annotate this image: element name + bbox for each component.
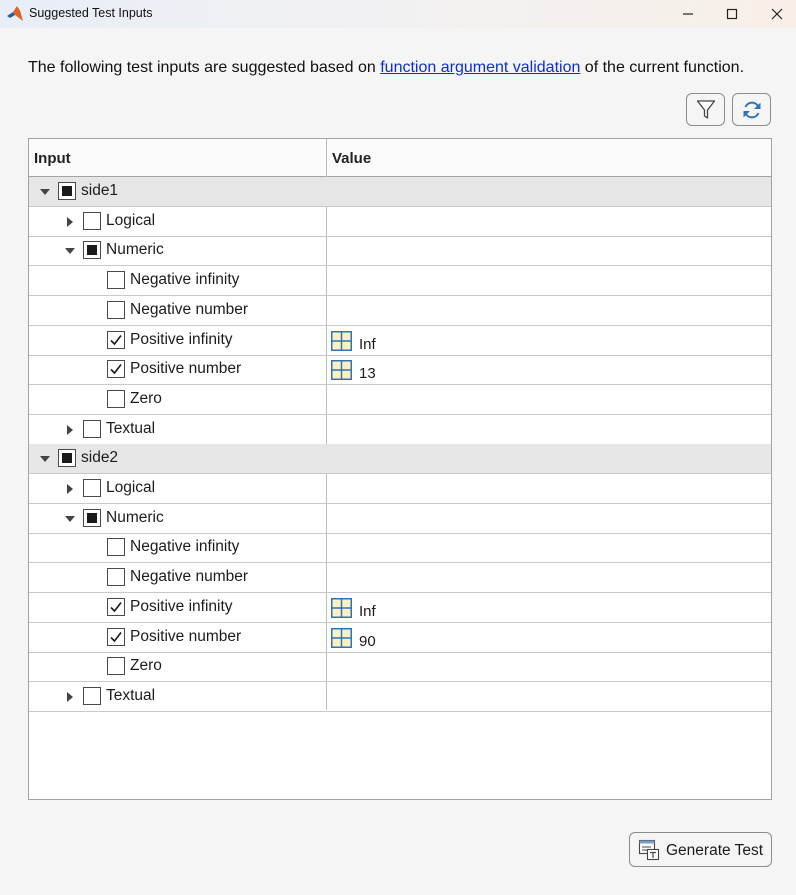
input-label: Positive infinity <box>130 330 233 348</box>
table-row[interactable] <box>29 385 771 415</box>
table-row[interactable] <box>29 504 771 534</box>
input-label: side1 <box>81 182 119 199</box>
table-row[interactable] <box>29 415 771 445</box>
value-cell <box>327 207 771 236</box>
table-row[interactable] <box>29 296 771 326</box>
table-row[interactable] <box>29 682 771 712</box>
value-cell <box>327 385 771 414</box>
table-row[interactable] <box>29 623 771 653</box>
input-label: Logical <box>106 479 156 496</box>
table-header <box>29 139 771 177</box>
column-header-value[interactable]: Value <box>332 150 372 167</box>
value-cell <box>327 533 771 562</box>
value-cell[interactable] <box>327 593 771 622</box>
input-cell <box>29 652 326 681</box>
table-row[interactable] <box>29 355 771 385</box>
chevron-down-icon[interactable] <box>64 245 76 257</box>
input-label: Zero <box>130 657 162 675</box>
value-cell <box>327 444 771 473</box>
input-label: Logical <box>106 211 156 229</box>
value-cell <box>327 236 771 265</box>
chevron-right-icon[interactable] <box>64 216 76 228</box>
table-row[interactable] <box>29 533 771 563</box>
checkbox[interactable] <box>83 509 101 527</box>
column-header-input[interactable]: Input <box>34 150 71 167</box>
input-label: Negative infinity <box>130 538 240 556</box>
chevron-down-icon[interactable] <box>39 186 51 198</box>
checkbox[interactable] <box>107 331 125 349</box>
generate-test-icon <box>638 839 660 861</box>
maximize-button[interactable] <box>709 0 755 28</box>
chevron-down-icon[interactable] <box>64 513 76 525</box>
value-cell <box>327 296 771 325</box>
value-cell <box>327 682 771 711</box>
checkbox[interactable] <box>107 271 125 289</box>
value-cell[interactable] <box>327 326 771 355</box>
checkbox[interactable] <box>83 241 101 259</box>
checkbox[interactable] <box>58 182 76 200</box>
input-label: Negative infinity <box>130 271 240 289</box>
input-cell <box>29 355 326 384</box>
input-label: side2 <box>81 449 119 467</box>
value-cell[interactable] <box>327 623 771 652</box>
variable-grid-icon <box>331 628 352 648</box>
intro-text <box>28 59 744 77</box>
minimize-button[interactable] <box>665 0 711 28</box>
input-label: Numeric <box>106 508 164 526</box>
input-label: Positive infinity <box>130 597 233 615</box>
filter-button[interactable] <box>686 93 725 126</box>
value-text: Inf <box>359 335 376 353</box>
input-cell <box>29 682 326 711</box>
value-cell <box>327 415 771 444</box>
value-cell <box>327 266 771 295</box>
checkbox[interactable] <box>107 628 125 646</box>
checkbox[interactable] <box>107 657 125 675</box>
checkmark-icon <box>109 630 123 644</box>
table-row[interactable] <box>29 563 771 593</box>
chevron-down-icon[interactable] <box>39 453 51 465</box>
table-row[interactable] <box>29 236 771 266</box>
generate-test-label: Generate Test <box>666 842 764 859</box>
checkmark-icon <box>109 600 123 614</box>
input-cell <box>29 533 326 562</box>
value-cell[interactable] <box>327 355 771 384</box>
close-icon <box>771 8 783 20</box>
input-cell <box>29 474 326 503</box>
checkmark-icon <box>109 333 123 347</box>
checkbox[interactable] <box>107 360 125 378</box>
chevron-right-icon[interactable] <box>64 691 76 703</box>
table-row[interactable] <box>29 326 771 356</box>
close-button[interactable] <box>754 0 796 28</box>
checkbox[interactable] <box>107 598 125 616</box>
chevron-right-icon[interactable] <box>64 483 76 495</box>
input-label: Positive number <box>130 627 242 645</box>
checkmark-icon <box>109 362 123 376</box>
value-cell <box>327 474 771 503</box>
table-group-row[interactable] <box>29 444 771 474</box>
maximize-icon <box>726 8 738 20</box>
value-cell <box>327 504 771 533</box>
checkbox[interactable] <box>83 420 101 438</box>
refresh-icon <box>741 99 763 121</box>
table-row[interactable] <box>29 652 771 682</box>
variable-grid-icon <box>331 331 352 351</box>
input-cell <box>29 385 326 414</box>
value-text: Inf <box>359 602 376 620</box>
input-cell <box>29 593 326 622</box>
generate-test-button[interactable] <box>629 832 772 867</box>
input-label: Textual <box>106 686 156 704</box>
input-cell <box>29 266 326 295</box>
table-row[interactable] <box>29 474 771 504</box>
value-cell <box>327 563 771 592</box>
window-title: Suggested Test Inputs <box>29 6 153 20</box>
input-cell <box>29 563 326 592</box>
input-cell <box>29 296 326 325</box>
variable-grid-icon <box>331 360 352 380</box>
filter-icon <box>696 99 716 121</box>
input-label: Textual <box>106 419 156 437</box>
input-cell <box>29 236 326 265</box>
input-cell <box>29 326 326 355</box>
checkbox[interactable] <box>107 568 125 586</box>
refresh-button[interactable] <box>732 93 771 126</box>
intro-after: of the current function. <box>580 59 745 76</box>
function-argument-validation-link[interactable]: function argument validation <box>380 59 581 76</box>
checkbox[interactable] <box>107 538 125 556</box>
title-bar <box>0 0 796 28</box>
table-row[interactable] <box>29 266 771 296</box>
input-cell <box>29 623 326 652</box>
checkbox[interactable] <box>107 390 125 408</box>
input-cell <box>29 444 326 473</box>
input-cell <box>29 177 326 206</box>
intro-before: The following test inputs are suggested based on <box>28 59 381 76</box>
checkbox[interactable] <box>107 301 125 319</box>
checkbox[interactable] <box>83 479 101 497</box>
input-label: Negative number <box>130 568 249 586</box>
value-cell <box>327 652 771 681</box>
input-label: Numeric <box>106 241 164 259</box>
input-cell <box>29 504 326 533</box>
matlab-logo-icon <box>6 5 24 23</box>
input-label: Negative number <box>130 300 249 318</box>
variable-grid-icon <box>331 598 352 618</box>
value-text: 90 <box>359 632 376 650</box>
table-group-row[interactable] <box>29 177 771 207</box>
table-row[interactable] <box>29 593 771 623</box>
input-label: Zero <box>130 389 162 407</box>
value-text: 13 <box>359 365 376 383</box>
chevron-right-icon[interactable] <box>64 424 76 436</box>
input-label: Positive number <box>130 360 242 378</box>
minimize-icon <box>682 8 694 20</box>
checkbox[interactable] <box>58 449 76 467</box>
input-cell <box>29 207 326 236</box>
table-row[interactable] <box>29 207 771 237</box>
test-inputs-table <box>28 138 772 800</box>
input-cell <box>29 415 326 444</box>
value-cell <box>327 177 771 206</box>
checkbox[interactable] <box>83 687 101 705</box>
checkbox[interactable] <box>83 212 101 230</box>
